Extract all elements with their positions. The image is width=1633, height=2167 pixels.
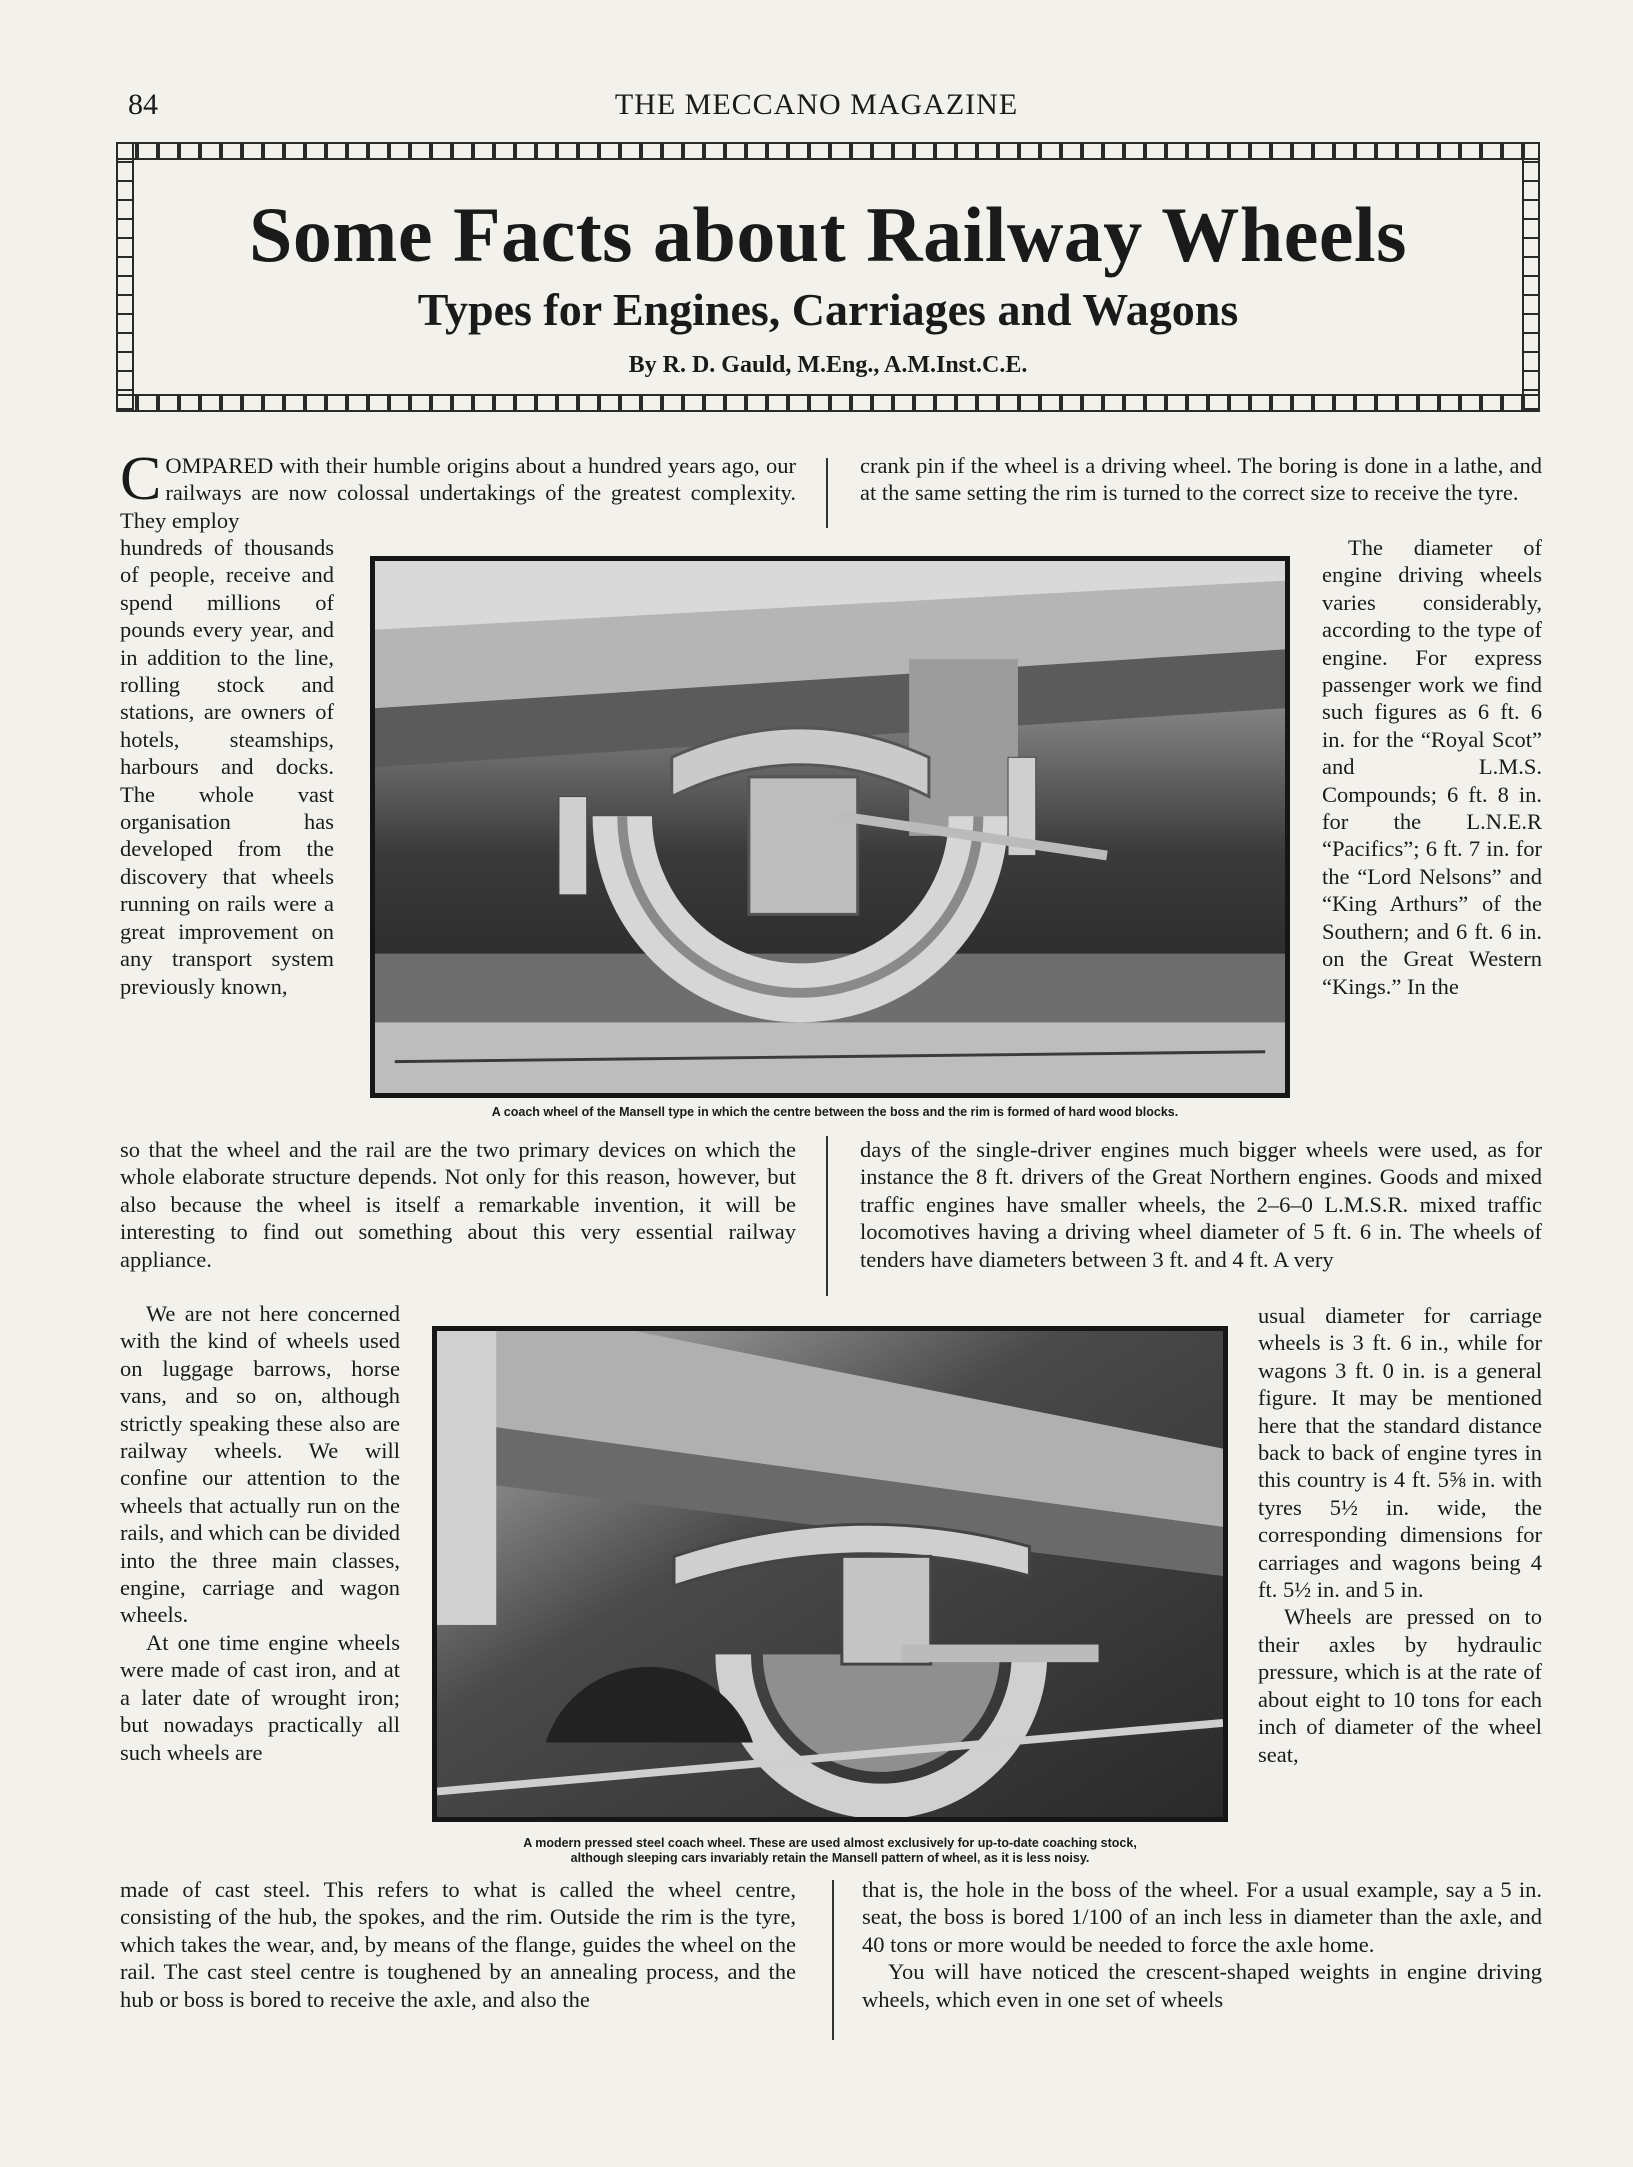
col2-p4: You will have noticed the crescent-shaped weights in engine driving wheels, which even in one set of wheels [862,1959,1542,2012]
photo-pressed-steel-wheel [432,1326,1228,1822]
photo-mansell-wheel [370,556,1290,1098]
col1-p3-narrow: At one time engine wheels were made of cast iron, and at a later date of wrought iron; but nowadays practically all such wheels are [120,1629,400,1765]
col2-bottom [862,1876,1542,2013]
figure1-caption: A coach wheel of the Mansell type in which the centre between the boss and the rim is formed of hard wood blocks. [491,1105,1179,1119]
col1-intro [120,445,796,534]
figure2-caption [420,1836,1240,1866]
article-title: Some Facts about Railway Wheels [248,191,1408,278]
col2-narrow-1 [1322,534,1542,1000]
col1-p2: We are not here concerned with the kind of wheels used on luggage barrows, horse vans, and so on, although strictly speaking these also are railway wheels. We will confine our attention to the wheels that actually run on the rails, and which can be divided into the three main classes, engine, carriage and wagon wheels. [120,1301,400,1628]
article-subtitle: Types for Engines, Carriages and Wagons [417,284,1239,335]
magazine-title: THE MECCANO MAGAZINE [614,88,1019,121]
col1-narrow-1 [120,534,334,1000]
col1-p3-bottom: made of cast steel. This refers to what is called the wheel centre, consisting of the hub, the spokes, and the rim. Outside the rim is the tyre, which takes the wear, and, by means of the flange, guides the wheel on the rail. The cast steel centre is toughened by an annealing process, and the hub or boss is bored to receive the axle, and also the [120,1877,796,2012]
column-rule [832,1880,834,2040]
col2-top [860,452,1542,507]
col2-p1-top: crank pin if the wheel is a driving wheel. The boring is done in a lathe, and at the same setting the rim is turned to the correct size to receive the tyre. [860,453,1542,506]
col1-bottom [120,1876,796,2013]
column-rule [826,458,828,528]
article-byline: By R. D. Gauld, M.Eng., A.M.Inst.C.E. [628,352,1028,378]
col2-p3-narrow: Wheels are pressed on to their axles by hydraulic pressure, which is at the rate of about eight to 10 tons for each inch of diameter of the wheel seat, [1258,1604,1542,1767]
column-rule [826,1136,828,1296]
col1-p1-narrow: hundreds of thousands of people, receive and spend millions of pounds every year, and in addition to the line, rolling stock and stations, are owners of hotels, steamships, harbours and docks. The whole vast organisation has developed from the discovery that wheels running on rails were a great improvement on any transport system previously known, [120,535,334,999]
running-head [0,88,1633,128]
col2-p2-mid: days of the single-driver engines much bigger wheels were used, as for instance the 8 ft. drivers of the Great Northern engines. Goods and mixed traffic engines have smaller wheels, the 2–6–0 L.M.S.R. mixed traffic locomotives having a driving wheel diameter of 5 ft. 6 in. The wheels of tenders have diameters between 3 ft. and 4 ft. A very [860,1137,1542,1272]
figure2-caption-line2: although sleeping cars invariably retain the Mansell pattern of wheel, as it is less noisy. [570,1851,1090,1865]
drop-cap: C [120,445,162,513]
col2-p2-narrow: The diameter of engine driving wheels varies considerably, according to the type of engine. For express passenger work we find such figures as 6 ft. 6 in. for the “Royal Scot” and L.M.S. Compounds; 6 ft. 8 in. for the L.N.E.R “Pacifics”; 6 ft. 7 in. for the “Lord Nelsons” and “King Arthurs” of the Southern; and 6 ft. 6 in. on the Great Western “Kings.” In the [1322,535,1542,999]
col2-p2-narrow2: usual diameter for carriage wheels is 3 ft. 6 in., while for wagons 3 ft. 0 in. is a general figure. It may be mentioned here that the standard distance back to back of engine tyres in this country is 4 ft. 5⅝ in. with tyres 5½ in. wide, the corresponding dimensions for carriages and wagons being 4 ft. 5½ in. and 5 in. [1258,1303,1542,1603]
col2-mid [860,1136,1542,1273]
frame-bottom [116,394,1540,412]
page-number: 84 [128,88,158,121]
col2-narrow-2 [1258,1302,1542,1768]
col1-narrow-2 [120,1300,400,1766]
figure2-caption-line1: A modern pressed steel coach wheel. These are used almost exclusively for up-to-date coaching stock, [523,1836,1137,1850]
col1-p1-bottom: so that the wheel and the rail are the two primary devices on which the whole elaborate structure depends. Not only for this reason, however, but also because the wheel is itself a remarkable invention, it will be interesting to find out something about this very essential railway appliance. [120,1137,796,1272]
col1-p1-top: OMPARED with their humble origins about a hundred years ago, our railways are now colossal undertakings of the greatest complexity. They employ [120,453,796,533]
col1-mid [120,1136,796,1273]
col2-p3-bottom: that is, the hole in the boss of the wheel. For a usual example, say a 5 in. seat, the boss is bored 1/100 of an inch less in diameter than the axle, and 40 tons or more would be needed to force the axle home. [862,1877,1542,1957]
frame-top [116,142,1540,160]
